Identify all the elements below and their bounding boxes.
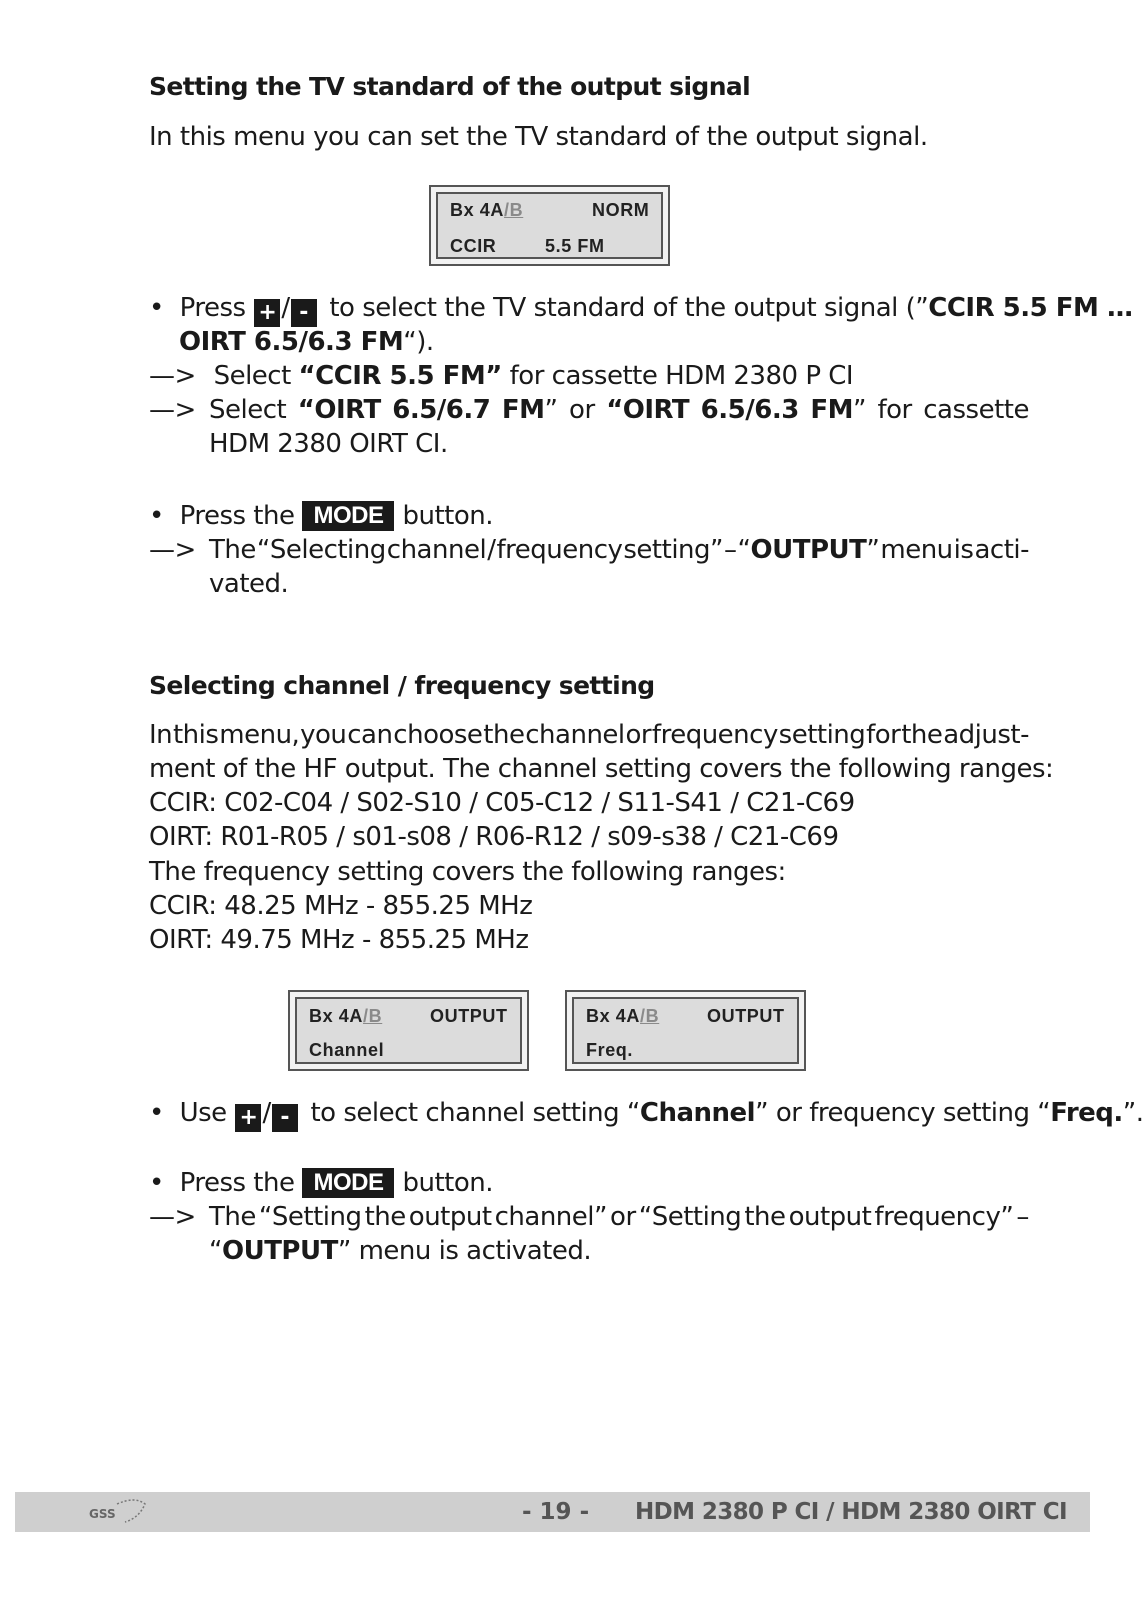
lcd-device-sub: /B — [504, 200, 524, 220]
lcd-screen — [295, 997, 522, 1064]
lcd-device-sub: /B — [640, 1006, 660, 1026]
lcd-menu-name: OUTPUT — [430, 1006, 508, 1026]
lcd-display-channel — [288, 990, 529, 1071]
section-heading-channel-frequency: Selecting channel / frequency setting — [149, 671, 655, 700]
arrow-result-text: The “Selecting channel / frequency setting” – “OUTPUT” menu is acti- — [209, 535, 1029, 565]
lcd-menu-name: NORM — [592, 200, 650, 220]
oirt-channel-ranges: OIRT: R01-R05 / s01-s08 / R06-R12 / s09-s38 / C21-C69 — [149, 822, 839, 852]
paragraph-line: The frequency setting covers the following ranges: — [149, 857, 786, 887]
bullet-list-item-cont: OIRT 6.5/6.3 FM“). — [179, 327, 434, 357]
lcd-device-label: Bx 4A — [586, 1006, 641, 1026]
bullet-dot: • — [149, 293, 164, 323]
paragraph-line: ment of the HF output. The channel setting covers the following ranges: — [149, 754, 1054, 784]
plus-key-icon: + — [254, 299, 280, 327]
bullet-list-item: • Press the MODE button. — [149, 501, 494, 531]
document-title: HDM 2380 P CI / HDM 2380 OIRT CI — [635, 1499, 1067, 1525]
lcd-display-frequency — [565, 990, 806, 1071]
lcd-device-sub: /B — [363, 1006, 383, 1026]
arrow-result-text: The “Setting the output channel” or “Setting the output frequency” – — [209, 1202, 1029, 1232]
lcd-screen — [572, 997, 799, 1064]
lcd-device-label: Bx 4A — [450, 200, 505, 220]
intro-paragraph: In this menu you can set the TV standard of the output signal. — [149, 122, 928, 152]
lcd-screen — [436, 192, 663, 259]
lcd-display-norm — [429, 185, 670, 266]
bullet-dot: • — [149, 501, 164, 531]
section-heading-tv-standard: Setting the TV standard of the output signal — [149, 72, 751, 101]
ccir-channel-ranges: CCIR: C02-C04 / S02-S10 / C05-C12 / S11-S41 / C21-C69 — [149, 788, 855, 818]
logo-text: GSS — [89, 1507, 116, 1521]
arrow-result-line: —> Select “CCIR 5.5 FM” for cassette HDM 2380 P CI — [149, 361, 854, 391]
arrow-result-text: Select “OIRT 6.5/6.7 FM” or “OIRT 6.5/6.3 FM” for cassette — [209, 395, 1029, 425]
bullet-dot: • — [149, 1168, 164, 1198]
lcd-menu-name: OUTPUT — [707, 1006, 785, 1026]
arrow-result-text-cont: vated. — [209, 569, 289, 599]
lcd-setting: Channel — [309, 1040, 385, 1060]
arrow-result-line: —> — [149, 535, 196, 565]
gss-logo-icon — [87, 1498, 149, 1526]
bullet-list-item: • Press the MODE button. — [149, 1168, 494, 1198]
bullet-list-item: • Use + / - to select channel setting “Channel” or frequency setting “Freq.”. — [149, 1098, 1144, 1130]
ccir-frequency-range: CCIR: 48.25 MHz - 855.25 MHz — [149, 891, 533, 921]
paragraph-line: In this menu, you can choose the channel or frequency setting for the adjust- — [149, 720, 1029, 750]
page-number: - 19 - — [522, 1499, 590, 1525]
bullet-list-item: • Press + / - to select the TV standard of the output signal (”CCIR 5.5 FM … — [149, 293, 1133, 325]
minus-key-icon: - — [291, 299, 317, 327]
bullet-dot: • — [149, 1098, 164, 1128]
plus-key-icon: + — [235, 1104, 261, 1132]
lcd-device-label: Bx 4A — [309, 1006, 364, 1026]
mode-key-icon: MODE — [302, 1168, 394, 1198]
arrow-result-text-cont: HDM 2380 OIRT CI. — [209, 429, 448, 459]
lcd-setting: Freq. — [586, 1040, 634, 1060]
lcd-standard: CCIR — [450, 236, 497, 256]
arrow-result-line: —> — [149, 395, 196, 425]
arrow-result-line: —> — [149, 1202, 196, 1232]
lcd-sound: 5.5 FM — [545, 236, 605, 256]
mode-key-icon: MODE — [302, 501, 394, 531]
page-footer — [15, 1492, 1090, 1532]
oirt-frequency-range: OIRT: 49.75 MHz - 855.25 MHz — [149, 925, 529, 955]
arrow-result-text-cont: “OUTPUT” menu is activated. — [209, 1236, 592, 1266]
minus-key-icon: - — [272, 1104, 298, 1132]
